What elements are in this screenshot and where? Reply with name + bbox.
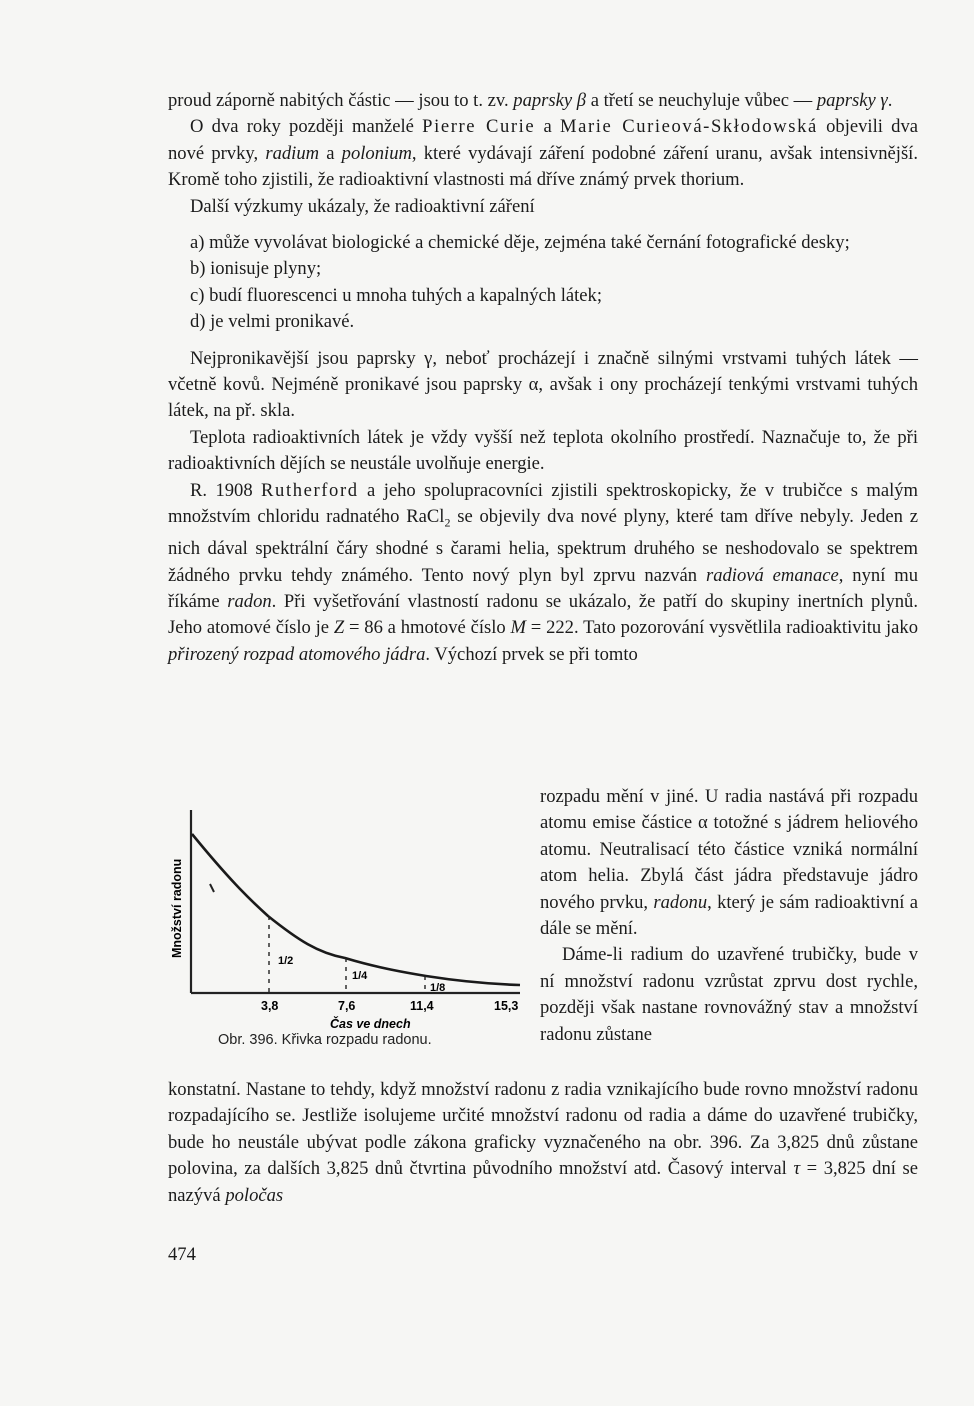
paragraph-4: Nejpronikavější jsou paprsky γ, neboť procházejí i značně silnými vrstvami tuhých látek — včetně kovů. Nejméně pronikavé jsou paprsky α, avšak i ony procházejí tenkými vrstvami tuhých látek, na př. skla.: [168, 347, 918, 422]
tick-label: 11,4: [410, 999, 434, 1013]
x-axis-label: Čas ve dnech: [330, 1017, 411, 1031]
main-text-column: [168, 88, 918, 668]
curve-mark: [210, 884, 214, 892]
decay-curve: [192, 834, 520, 985]
fraction-label: 1/2: [278, 955, 294, 967]
closing-paragraph: konstatní. Nastane to tehdy, když množství radonu z radia vznikajícího bude rovno množství radonu rozpadajícího se. Jestliže isolujeme určité množství radonu od radia a dáme do uzavřené trubičky, bude ho neustále ubývat podle zákona graficky vyznačeného na obr. 396. Za 3,825 dnů zůstane polovina, za dalších 3,825 dnů čtvrtina původního množství atd. Časový interval τ = 3,825 dní se nazývá poločas: [168, 1079, 918, 1206]
tick-label: 7,6: [338, 999, 356, 1013]
paragraph-1: proud záporně nabitých částic — jsou to t. zv. paprsky β a třetí se neuchyluje vůbec — paprsky γ.: [168, 90, 893, 111]
list-item: c) budí fluorescenci u mnoha tuhých a kapalných látek;: [190, 284, 603, 306]
paragraph-3: Další výzkumy ukázaly, že radioaktivní záření: [190, 195, 535, 217]
radon-decay-figure: [168, 808, 523, 1060]
y-axis-label: Množství radonu: [170, 858, 184, 958]
property-list: [190, 230, 918, 336]
fraction-label: 1/4: [352, 970, 368, 982]
figure-side-text: rozpadu mění v jiné. U radia nastává při rozpadu atomu emise částice α totožné s jádrem heliového atomu. Neutralisací této částice vzniká normální atom helia. Zbylá část jádra představuje jádro nového prvku, radonu, který je sám radioaktivní a dále se mění. Dáme-li radium do uzavřené trubičky, bude v ní množství radonu vzrůstat zprvu dost rychle, později však nastane rovnovážný stav a množství radonu zůstane: [540, 784, 918, 1048]
figure-caption: Obr. 396. Křivka rozpadu radonu.: [218, 1032, 432, 1048]
page-number: 474: [168, 1244, 196, 1265]
fraction-label: 1/8: [430, 982, 446, 994]
paragraph-2: O dva roky později manželé Pierre Curie a Marie Curieová-Skłodowská objevili dva nové prvky, radium a polonium, které vydávají záření podobné záření uranu, avšak intensivnější. Kromě toho zjistili, že radioaktivní vlastnosti má dříve známý prvek thorium.: [168, 116, 918, 191]
side-paragraph-2: Dáme-li radium do uzavřené trubičky, bude v ní množství radonu vzrůstat zprvu dost rychle, později však nastane rovnovážný stav a množství radonu zůstane: [540, 944, 918, 1045]
paragraph-5: Teplota radioaktivních látek je vždy vyšší než teplota okolního prostředí. Naznačuje to, že při radioaktivních dějích se neustále uvolňuje energie.: [168, 426, 918, 475]
list-item: b) ionisuje plyny;: [190, 258, 322, 280]
paragraph-6: R. 1908 Rutherford a jeho spolupracovníci zjistili spektroskopicky, že v trubičce s malým množstvím chloridu radnatého RaCl$_2$ se objevily dva nové plyny, které tam dříve nebyly. Jeden z nich dával spektrální čáry shodné s čarami helia, spektrum druhého se neshodovalo se spektrem žádného prvku tehdy známého. Tento nový plyn byl zprvu nazván radiová emanace, nyní mu říkáme radon. Při vyšetřování vlastností radonu se ukázalo, že patří do skupiny inertních plynů. Jeho atomové číslo je Z = 86 a hmotové číslo M = 222. Tato pozorování vysvětlila radioaktivitu jako přirozený rozpad atomového jádra. Výchozí prvek se při tomto: [168, 479, 919, 665]
tick-label: 3,8: [261, 999, 279, 1013]
list-item: d) je velmi pronikavé.: [190, 311, 355, 333]
list-item: a) může vyvolávat biologické a chemické děje, zejména také černání fotografické desky;: [190, 232, 850, 254]
tick-label: 15,3: [494, 999, 519, 1013]
